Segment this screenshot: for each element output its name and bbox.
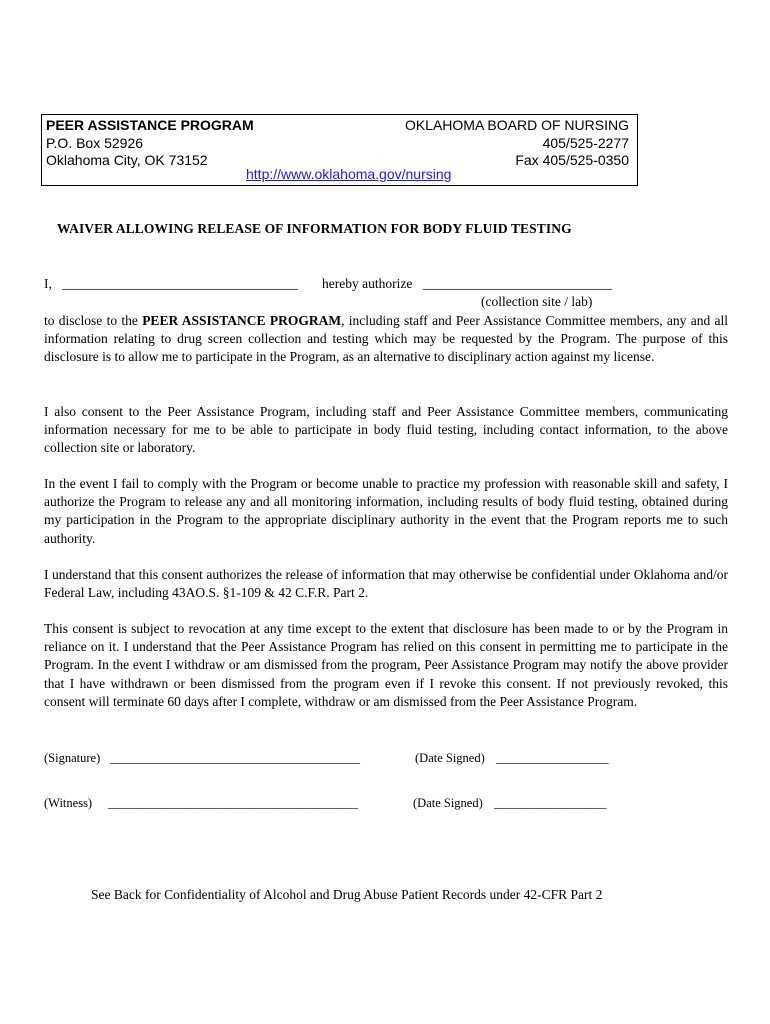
authorize-text: hereby authorize <box>322 276 413 291</box>
disclosure-prefix: to disclose to the <box>44 313 143 328</box>
i-label: I, <box>44 276 52 291</box>
signature-date-line[interactable]: __________________ <box>496 751 609 765</box>
name-blank[interactable]: ___________________________________ <box>62 276 299 291</box>
document-title: WAIVER ALLOWING RELEASE OF INFORMATION FOR BODY FLUID TESTING <box>57 221 572 236</box>
phone-number: 405/525-2277 <box>542 135 629 151</box>
board-name: OKLAHOMA BOARD OF NURSING <box>404 117 629 133</box>
website-link[interactable]: http://www.oklahoma.gov/nursing <box>246 166 452 182</box>
witness-line[interactable]: ________________________________________ <box>108 796 358 810</box>
signature-line[interactable]: ________________________________________ <box>110 751 360 765</box>
failure-paragraph: In the event I fail to comply with the Program or become unable to practice my profession with reasonable skill and safety, I authorize the Program to release any and all monitoring information, including results of body fluid testing, obtained during my participation in the Program to the appropriate disciplinary authority in the event that the Program reports me to such authority. <box>44 476 728 546</box>
letterhead-box <box>41 114 638 186</box>
disclosure-suffix: , including staff and Peer Assistance Committee members, any and all information relating to drug screen collection and testing which may be requested by the Program. The purpose of this disclosure is to allow me to participate in the Program, as an alternative to disciplinary action against my license. <box>44 313 728 365</box>
consent-paragraph: I also consent to the Peer Assistance Program, including staff and Peer Assistance Committee members, communicating information necessary for me to be able to participate in body fluid testing, including contact information, to the above collection site or laboratory. <box>44 404 728 456</box>
disclosure-paragraph <box>44 312 728 367</box>
footer-note: See Back for Confidentiality of Alcohol and Drug Abuse Patient Records under 42-CFR Part 2 <box>91 887 603 902</box>
fax-number: Fax 405/525-0350 <box>515 152 629 168</box>
po-box: P.O. Box 52926 <box>46 135 144 151</box>
collection-site-blank[interactable]: ____________________________ <box>423 276 612 291</box>
revocation-paragraph: This consent is subject to revocation at any time except to the extent that disclosure has been made to or by the Program in reliance on it. I understand that the Peer Assistance Program has relied on this consent in permitting me to participate in the Program. In the event I withdraw or am dismissed from the program, Peer Assistance Program may notify the above provider that I have withdrawn or been dismissed from the program even if I revoke this consent. If not previously revoked, this consent will terminate 60 days after I complete, withdraw or am dismissed from the Peer Assistance Program. <box>44 621 728 709</box>
witness-date-line[interactable]: __________________ <box>494 796 607 810</box>
collection-site-caption: (collection site / lab) <box>481 294 593 309</box>
witness-date-label: (Date Signed) <box>413 796 483 810</box>
disclosure-program-name: PEER ASSISTANCE PROGRAM <box>142 313 342 328</box>
confidentiality-paragraph: I understand that this consent authorizes the release of information that may otherwise be confidential under Oklahoma and/or Federal Law, including 43AO.S. §1-109 & 42 C.F.R. Part 2. <box>44 567 728 601</box>
signature-date-label: (Date Signed) <box>415 751 485 765</box>
city-address: Oklahoma City, OK 73152 <box>46 152 208 168</box>
witness-label: (Witness) <box>44 796 93 810</box>
signature-label: (Signature) <box>44 751 101 765</box>
program-name: PEER ASSISTANCE PROGRAM <box>46 117 254 133</box>
